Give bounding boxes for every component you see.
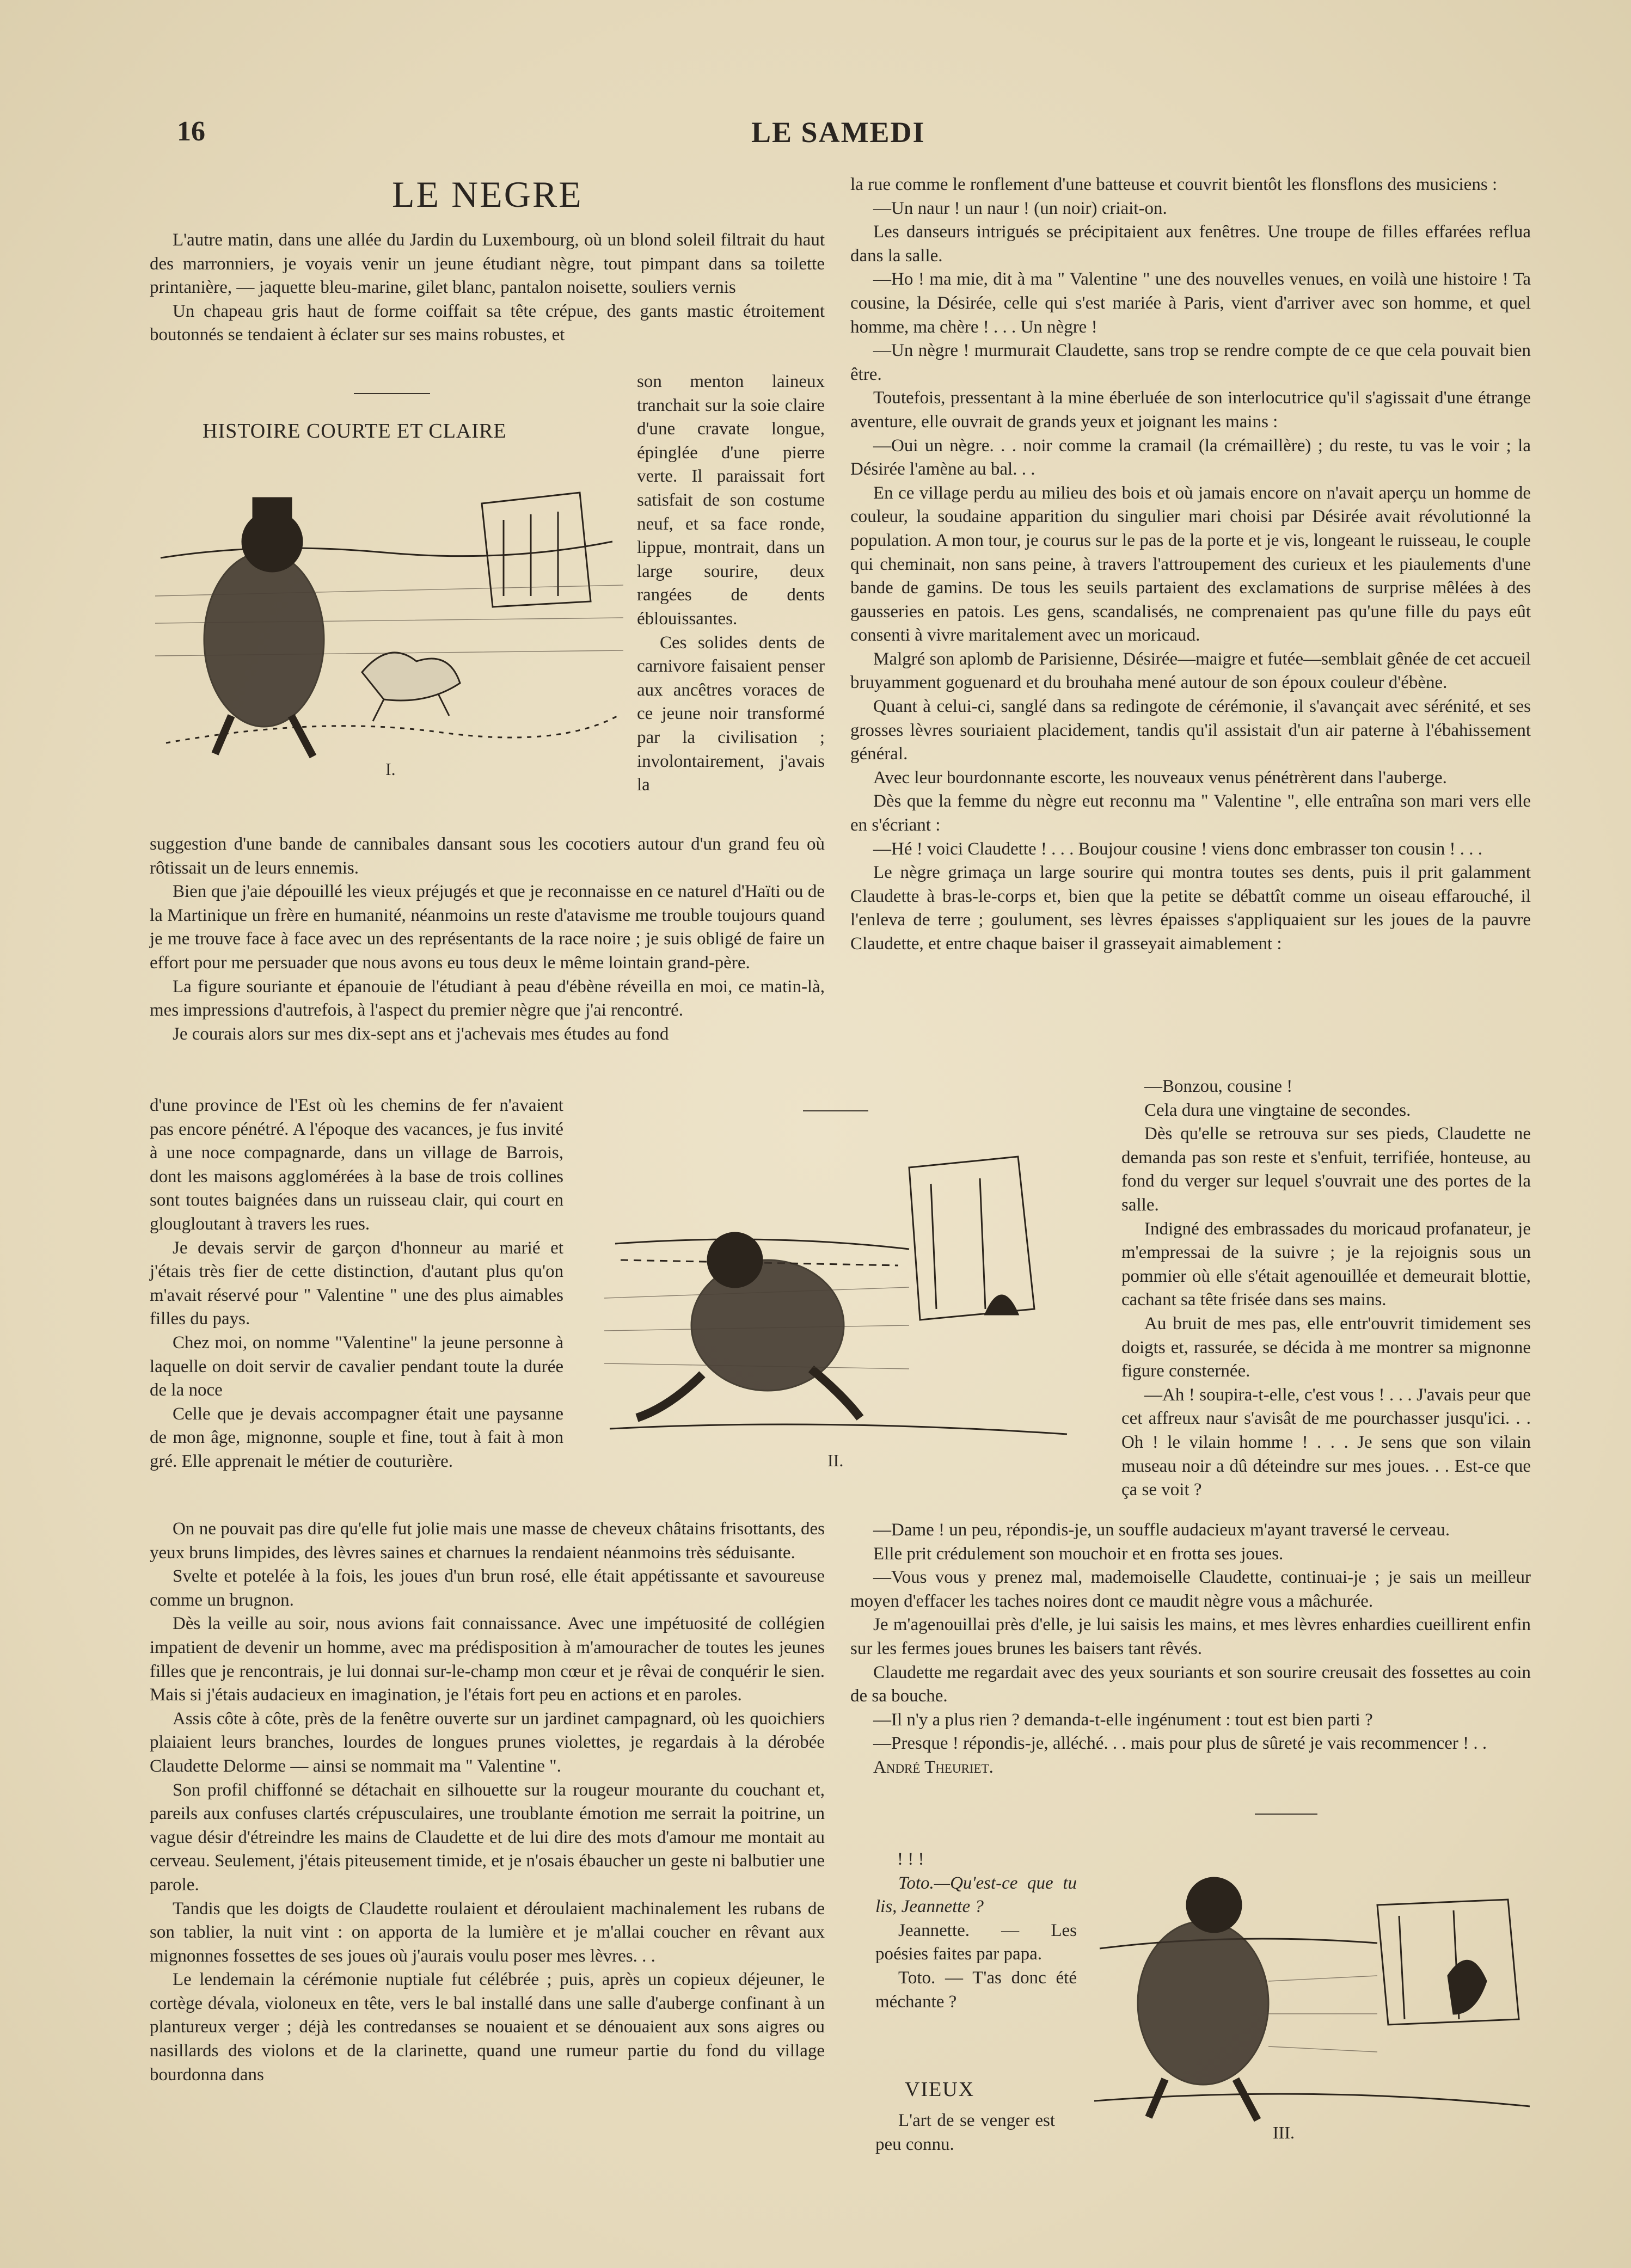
divider-rule [1255, 1814, 1317, 1815]
author-signature: André Theuriet. [873, 1757, 994, 1777]
col1-middle [150, 833, 825, 1046]
paragraph: Les danseurs intrigués se précipitaient aux fenêtres. Une troupe de filles effarées reflua dans la salle. [850, 222, 1531, 266]
illustration-2-drawing [604, 1135, 1072, 1450]
paragraph: Au bruit de mes pas, elle entr'ouvrit timidement ses doigts et, rassurée, se décida à me montrer sa mignonne figure consternée. [1121, 1313, 1531, 1381]
paragraph: Son profil chiffonné se détachait en silhouette sur la rougeur mourante du couchant et, pareils aux confuses clartés crépusculaires, une troublante émotion me serrait la poitrine, un vague désir d'étreindre les mains de Claudette et de lui dire des mots d'amour me montait au cerveau. Seulement, j'étais piteusement timide, et je n'osais ébaucher un geste ni balbutier une parole. [150, 1780, 825, 1895]
joke-line: Toto. — T'as donc été méchante ? [875, 1968, 1077, 2012]
illustration-1 [155, 460, 623, 765]
article-title: LE NEGRE [392, 174, 583, 215]
paragraph: d'une province de l'Est où les chemins de fer n'avaient pas encore pénétré. A l'époque des vacances, je fus invité à une noce compagnarde, dans un village de Barrois, dont les maisons agglomérées à la base de trois collines sont toutes baignées dans un ruisseau clair, qui court en glougloutant à travers les rues. [150, 1096, 563, 1234]
paragraph: la rue comme le ronflement d'une batteuse et couvrit bientôt les flonsflons des musiciens : [850, 175, 1498, 194]
paragraph: suggestion d'une bande de cannibales dansant sous les cocotiers autour d'un grand feu où rôtissait un de leurs ennemis. [150, 834, 825, 878]
paragraph: Ces solides dents de carnivore faisaient penser aux ancêtres voraces de ce jeune noir transformé par la civilisation ; involontairement, j'avais la [637, 632, 825, 795]
paragraph: Je devais servir de garçon d'honneur au marié et j'étais très fier de cette distinction, d'autant plus qu'on m'avait réservé pour " Valentine " une des plus aimables filles du pays. [150, 1238, 563, 1329]
paragraph: Un chapeau gris haut de forme coiffait sa tête crépue, des gants mastic étroitement boutonnés se tendaient à éclater sur ses mains robustes, et [150, 301, 825, 345]
paragraph: Elle prit crédulement son mouchoir et en frotta ses joues. [873, 1544, 1284, 1564]
paragraph: son menton laineux tranchait sur la soie claire d'une cravate longue, épinglée d'une pierre verte. Il paraissait fort satisfait de son costume neuf, et sa face ronde, lippue, montrait, dans un large sourire, deux rangées de dents éblouissantes. [637, 372, 825, 629]
paragraph: Tandis que les doigts de Claudette roulaient et déroulaient machinalement les rubans de son tablier, la nuit vint : on apporta de la lumière et je m'allai coucher en rêvant aux mignonnes fossettes de ses joues où j'aurais voulu poser mes lèvres. . . [150, 1898, 825, 1966]
illustration-1-drawing [155, 460, 623, 765]
joke-line: Jeannette. — Les poésies faites par papa. [875, 1920, 1077, 1964]
paragraph: Dès que la femme du nègre eut reconnu ma " Valentine ", elle entraîna son mari vers elle en s'écriant : [850, 791, 1531, 835]
vieux-text-block [875, 2109, 1055, 2156]
paragraph: Dès qu'elle se retrouva sur ses pieds, Claudette ne demanda pas son reste et s'enfuit, terrifiée, honteuse, au fond du verger sur lequel s'ouvrait une des portes de la salle. [1121, 1124, 1531, 1215]
paragraph: Svelte et potelée à la fois, les joues d'un brun rosé, elle était appétissante et savoureuse comme un brugnon. [150, 1566, 825, 1610]
col1-top [150, 229, 825, 347]
paragraph: —Un nègre ! murmurait Claudette, sans trop se rendre compte de ce que cela pouvait bien être. [850, 341, 1531, 384]
figure-caption-1: I. [385, 759, 396, 779]
paragraph: —Ah ! soupira-t-elle, c'est vous ! . . . J'avais peur que cet affreux naur s'avisât de me pourchasser jusqu'ici. . . Oh ! le vilain homme ! . . . Je sens que son vilain museau noir a dû déteindre sur mes joues. . . Est-ce que ça se voit ? [1121, 1385, 1531, 1500]
paragraph: L'autre matin, dans une allée du Jardin du Luxembourg, où un blond soleil filtrait du haut des marronniers, je voyais venir un jeune étudiant nègre, tout pimpant dans sa toilette printanière, — jaquette bleu-marine, gilet blanc, pantalon noisette, souliers vernis [150, 230, 825, 298]
paragraph: Dès la veille au soir, nous avions fait connaissance. Avec une impétuosité de collégien impatient de devenir un homme, avec ma prédisposition à m'amouracher de toutes les jeunes filles que je rencontrais, je lui donnai sur-le-champ mon cœur et je rêvai de conquérir le sien. Mais si j'étais audacieux en imagination, je l'étais fort peu en actions et en paroles. [150, 1614, 825, 1705]
paragraph: —Un naur ! un naur ! (un noir) criait-on. [873, 198, 1167, 218]
paragraph: Assis côte à côte, près de la fenêtre ouverte sur un jardinet campagnard, où les quoichiers plaiaient leurs branches, lourdes de longues prunes violettes, je regardais à la dérobée Claudette Delorme — ainsi se nommait ma " Valentine ". [150, 1708, 825, 1776]
running-title: LE SAMEDI [751, 116, 925, 149]
paragraph: Malgré son aplomb de Parisienne, Désirée—maigre et futée—semblait gênée de cet accueil bruyamment goguenard et du brouhaha mené autour de son époux couleur d'ébène. [850, 649, 1531, 693]
paragraph: —Dame ! un peu, répondis-je, un souffle audacieux m'ayant traversé le cerveau. [873, 1520, 1450, 1540]
illustration-3 [1094, 1840, 1530, 2123]
page-number: 16 [177, 116, 205, 147]
paragraph: Toutefois, pressentant à la mine éberluée de son interlocutrice qu'il s'agissait d'une étrange aventure, elle ouvrait de grands yeux et joignant les mains : [850, 388, 1531, 432]
figure-caption-3: III. [1273, 2123, 1295, 2142]
paragraph: Je m'agenouillai près d'elle, je lui saisis les mains, et mes lèvres enhardies cueillirent enfin sur les fermes joues brunes les baisers tant rêvés. [850, 1615, 1531, 1658]
paragraph: —Vous vous y prenez mal, mademoiselle Claudette, continuai-je ; je sais un meilleur moyen d'effacer les taches noires dont ce maudit nègre vous a mâchurée. [850, 1568, 1531, 1611]
paragraph: Le nègre grimaça un large sourire qui montra toutes ses dents, puis il prit galamment Claudette à bras-le-corps et, bien que la petite se débattît comme un oiseau effarouché, il l'enleva de terre ; goulument, ses lèvres épaisses s'appliquaient sur les joues de la pauvre Claudette, et entre chaque baiser il grasseyait aimablement : [850, 863, 1531, 954]
divider-rule [354, 393, 430, 394]
paragraph: Indigné des embrassades du moricaud profanateur, je m'empressai de la suivre ; je la rejoignis sous un pommier où elle s'était agenouillée et demeurait blottie, cachant sa tête frisée dans ses mains. [1121, 1219, 1531, 1310]
joke-block [875, 1848, 1077, 2014]
paragraph: —Bonzou, cousine ! [1144, 1077, 1293, 1096]
paragraph: —Hé ! voici Claudette ! . . . Boujour cousine ! viens donc embrasser ton cousin ! . . . [873, 839, 1483, 859]
paragraph: Celle que je devais accompagner était une paysanne de mon âge, mignonne, souple et fine, tout à fait à mon gré. Elle apprenait le métier de couturière. [150, 1404, 563, 1471]
article-subhead: HISTOIRE COURTE ET CLAIRE [203, 420, 507, 442]
col2-top [850, 173, 1531, 956]
paragraph: La figure souriante et épanouie de l'étudiant à peau d'ébène réveilla en moi, ce matin-là, mes impressions d'autrefois, à l'aspect du premier nègre que j'ai rencontré. [150, 976, 825, 1021]
col1-beside-figure [637, 370, 825, 797]
figure-caption-2: II. [827, 1450, 844, 1470]
paragraph: Bien que j'aie dépouillé les vieux préjugés et que je reconnaisse en ce naturel d'Haïti ou de la Martinique un frère en humanité, néanmoins un reste d'atavisme me trouble toujours quand je me trouve face à face avec un des représentants de la race noire ; je suis obligé de faire un effort pour me persuader que nous avons eu tous deux le même lointain grand-père. [150, 882, 825, 973]
illustration-2 [604, 1135, 1072, 1450]
paragraph: Je courais alors sur mes dix-sept ans et j'achevais mes études au fond [173, 1024, 669, 1044]
col2-right [1121, 1075, 1531, 1502]
joke-marks: ! ! ! [897, 1849, 924, 1869]
paragraph: On ne pouvait pas dire qu'elle fut jolie mais une masse de cheveux châtains frisottants, des yeux bruns limpides, des lèvres saines et charnues la rendaient néanmoins très séduisante. [150, 1519, 825, 1563]
vieux-text: L'art de se venger est peu connu. [875, 2111, 1055, 2154]
paragraph: —Ho ! ma mie, dit à ma " Valentine " une des nouvelles venues, en voilà une histoire ! Ta cousine, la Désirée, celle qui s'est mariée à Paris, vient d'arriver avec son homme, et quel homme, ma chère ! . . . Un nègre ! [850, 269, 1531, 337]
joke-line: Toto.—Qu'est-ce que tu lis, Jeannette ? [875, 1873, 1077, 1917]
divider-rule [803, 1110, 868, 1111]
illustration-3-drawing [1094, 1840, 1530, 2123]
col2-bottom [850, 1519, 1531, 1780]
paragraph: —Oui un nègre. . . noir comme la cramail (la crémaillère) ; du reste, tu vas le voir ; la Désirée l'amène au bal. . . [850, 435, 1531, 480]
paragraph: —Il n'y a plus rien ? demanda-t-elle ingénument : tout est bien parti ? [873, 1710, 1373, 1730]
paragraph: Avec leur bourdonnante escorte, les nouveaux venus pénétrèrent dans l'auberge. [873, 767, 1447, 788]
col1-bottom [150, 1517, 825, 2087]
paragraph: En ce village perdu au milieu des bois et où jamais encore on n'avait aperçu un homme de couleur, la soudaine apparition du singulier mari choisi par Désirée avait révolutionné la population. A mon tour, je courus sur le pas de la porte et je vis, longeant le ruisseau, le couple qui cheminait, non sans peine, à travers l'attroupement des curieux et les piaulements d'une bande de gamins. De tous les seuils partaient des exclamations de surprise mêlées à des gausseries en patois. Les gens, scandalisés, ne comprenaient pas qu'une fille du pays eût consenti à vivre maritalement avec un moricaud. [850, 483, 1531, 646]
paragraph: Quant à celui-ci, sanglé dans sa redingote de cérémonie, il s'avançait avec sérénité, et ses grosses lèvres souriaient placidement, tandis qu'il assistait d'un air paterne à l'ébahissement général. [850, 697, 1531, 764]
paragraph: Le lendemain la cérémonie nuptiale fut célébrée ; puis, après un copieux déjeuner, le cortège dévala, violoneux en tête, vers le bal installé dans une salle d'auberge confinant à un plantureux verger ; déjà les contredanses se nouaient et se dénouaient aux sons aigres ou nasillards des violons et de la clarinette, quand une rumeur partie du fond du village bourdonna dans [150, 1970, 825, 2085]
col1-narrow [150, 1094, 563, 1474]
paragraph: —Presque ! répondis-je, alléché. . . mais pour plus de sûreté je vais recommencer ! . . [873, 1734, 1487, 1754]
vieux-title: VIEUX [905, 2078, 975, 2101]
paragraph: Cela dura une vingtaine de secondes. [1144, 1100, 1411, 1120]
paragraph: Chez moi, on nomme "Valentine" la jeune personne à laquelle on doit servir de cavalier pendant toute la durée de la noce [150, 1332, 563, 1400]
paragraph: Claudette me regardait avec des yeux souriants et son sourire creusait des fossettes au coin de sa bouche. [850, 1662, 1531, 1706]
